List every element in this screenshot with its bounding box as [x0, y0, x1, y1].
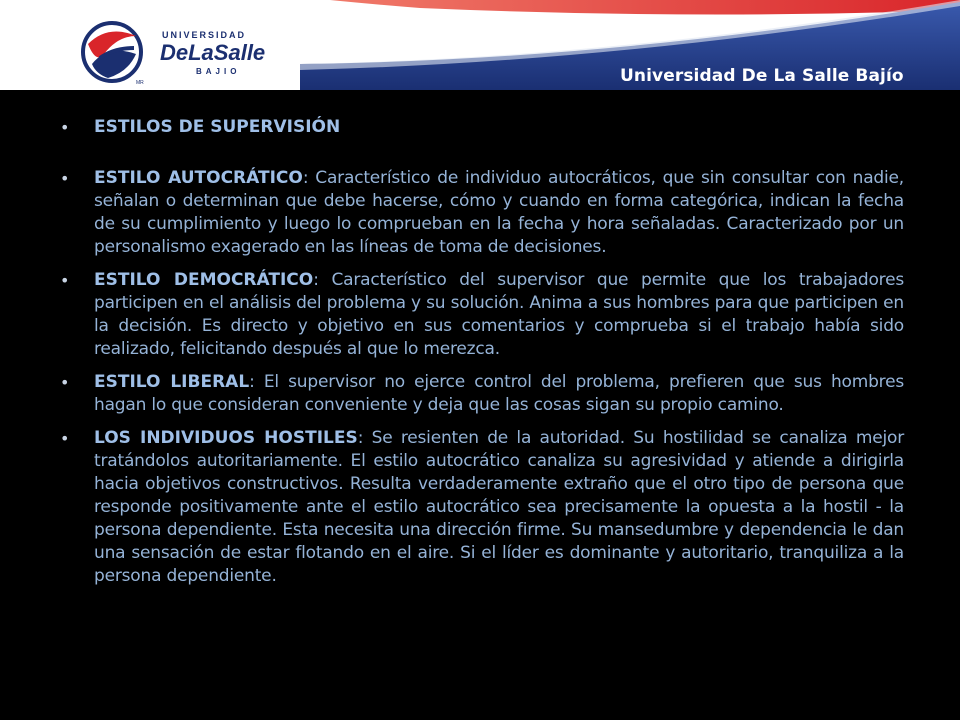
list-item — [60, 269, 904, 361]
item-text: : El supervisor no ejerce control del problema, prefieren que sus hombres hagan lo que consideran conveniente y deja que las cosas sigan su propio camino. — [94, 372, 905, 415]
slide-content — [60, 116, 904, 598]
logo-line2: DeLaSalle — [160, 40, 266, 65]
item-text: : Se resienten de la autoridad. Su hostilidad se canaliza mejor tratándolos autoritariamente. El estilo autocrático canaliza su agresividad y atiende a dirigirla hacia objetivos constructivos. Resulta verdaderamente extraño que el otro tipo de persona que responde positivamente ante el estilo autocrático sea precisamente la opuesta a la hostil - la persona dependiente. Esta necesita una dirección firme. Su mansedumbre y dependencia le dan una sensación de estar flotando en el aire. Si el líder es dominante y autoritario, tranquiliza a la persona dependiente. — [94, 428, 905, 586]
section-heading: ESTILOS DE SUPERVISIÓN — [94, 117, 341, 137]
item-text: : Característico del supervisor que permite que los trabajadores participen en el análisis del problema y su solución. Anima a sus hombres para que participen en la decisión. Es directo y objetivo en sus comentarios y comprueba si el trabajo había sido realizado, felicitando después al que lo merezca. — [94, 270, 904, 359]
item-lead: LOS INDIVIDUOS HOSTILES — [94, 428, 358, 448]
list-item — [60, 371, 904, 417]
header-title: Universidad De La Salle Bajío — [620, 66, 904, 86]
logo-mark: MR — [136, 80, 144, 84]
logo-emblem-icon — [78, 14, 308, 84]
item-lead: ESTILO AUTOCRÁTICO — [94, 168, 303, 188]
university-logo — [78, 14, 308, 84]
header-banner — [0, 0, 960, 90]
list-item-heading — [60, 116, 904, 139]
bullet-icon: • — [60, 169, 70, 188]
bullet-icon: • — [60, 271, 70, 290]
list-item — [60, 427, 904, 588]
bullet-icon: • — [60, 373, 70, 392]
logo-line3: BAJIO — [196, 67, 241, 76]
item-lead: ESTILO DEMOCRÁTICO — [94, 270, 314, 290]
list-item — [60, 167, 904, 259]
item-lead: ESTILO LIBERAL — [94, 372, 250, 392]
item-text: : Característico de individuo autocráticos, que sin consultar con nadie, señalan o determinan que debe hacerse, cómo y cuando en forma categórica, indican la fecha de su cumplimiento y luego lo comprueban en la fecha y hora señaladas. Caracterizado por un personalismo exagerado en las líneas de toma de decisiones. — [94, 168, 904, 257]
logo-line1: UNIVERSIDAD — [162, 30, 247, 40]
bullet-icon: • — [60, 429, 70, 448]
bullet-icon: • — [60, 118, 70, 137]
